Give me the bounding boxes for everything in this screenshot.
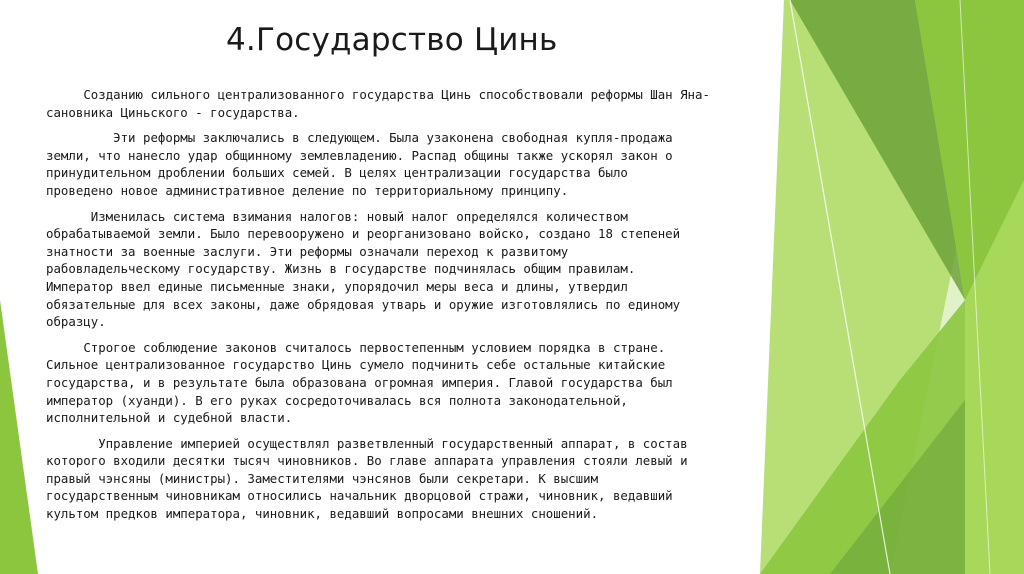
paragraph-tax-military: Изменилась система взимания налогов: новый налог определялся количеством обрабатываемой земли. Было перевооружено и реорганизовано войско, создано 18 степеней знатности за военные заслуги. Эти реформы означали переход к развитому рабовладельческому государству. Жизнь в государстве подчинялась общим правилам. Император ввел единые письменные знаки, упорядочил меры веса и длины, утвердил обязательные для всех законы, даже обрядовая утварь и оружие изготовлялись по единому образцу. [46, 208, 681, 330]
paragraph-empire: Строгое соблюдение законов считалось первостепенным условием порядка в стране. Сильное централизованное государство Цинь сумело подчинить себе остальные китайские государства, и в результате была образована огромная империя. Главой государства был император (хуанди). В его руках сосредоточивалась вся полнота законодательной, исполнительной и судебной власти. [46, 339, 673, 426]
slide-title: 4.Государство Цинь [226, 22, 558, 58]
paragraph-administration: Управление империей осуществлял разветвленный государственный аппарат, в состав которого входили десятки тысяч чиновников. Во главе аппарата управления стояли левый и правый чэнсяны (министры). Заместителями чэнсянов были секретари. К высшим государственным чиновникам относились начальник дворцовой стражи, чиновник, ведавший культом предков императора, чиновник, ведавший вопросами внешних сношений. [46, 435, 688, 522]
slide-body [46, 86, 784, 531]
paragraph-reforms-intro: Созданию сильного централизованного государства Цинь способствовали реформы Шан Яна- сановника Циньского - государства. [46, 87, 710, 120]
paragraph-land-reforms: Эти реформы заключались в следующем. Была узаконена свободная купля-продажа земли, что нанесло удар общинному землевладению. Распад общины также ускорял закон о принудительном дроблении больших семей. В целях централизации государства было проведено новое административное деление по территориальному принципу. [46, 130, 673, 198]
